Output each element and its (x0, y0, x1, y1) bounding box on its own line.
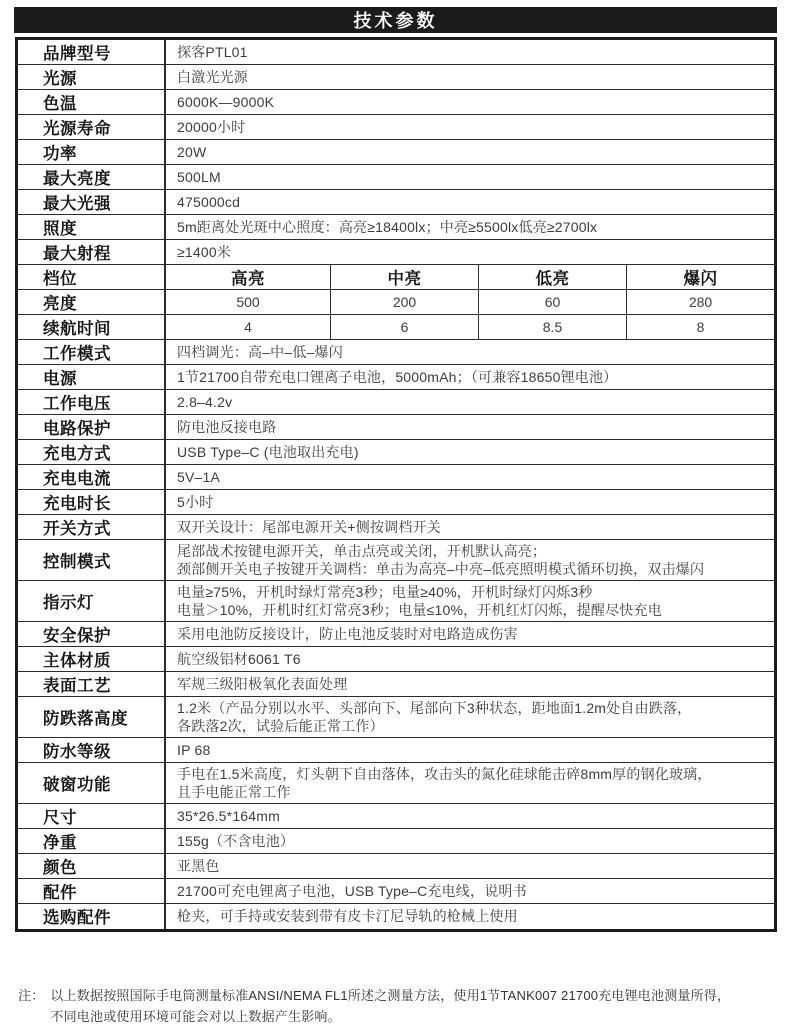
row-value: 航空级铝材6061 T6 (177, 651, 301, 667)
grid-value-cell: 6 (331, 315, 479, 339)
table-row (18, 647, 774, 672)
row-label: 开关方式 (18, 515, 166, 539)
table-row (18, 622, 774, 647)
grid-value-cell: 4 (166, 315, 331, 339)
row-value: 枪夹，可手持或安装到带有皮卡汀尼导轨的枪械上使用 (177, 908, 518, 925)
table-row (18, 465, 774, 490)
grid-value-cell: 280 (688, 294, 713, 310)
row-value-line: 电量≥75%，开机时绿灯常亮3秒；电量≥40%，开机时绿灯闪烁3秒 (177, 584, 593, 600)
row-value: 白激光光源 (177, 69, 248, 85)
row-label: 电源 (18, 365, 166, 389)
table-row (18, 581, 774, 622)
row-label: 防跌落高度 (18, 697, 166, 737)
row-label: 颜色 (18, 854, 166, 878)
row-value: 探客PTL01 (177, 44, 248, 60)
row-label: 充电时长 (18, 490, 166, 514)
row-label: 充电电流 (18, 465, 166, 489)
footnote-line: 以上数据按照国际手电筒测量标准ANSI/NEMA FL1所述之测量方法，使用1节TANK007 21700充电锂电池测量所得， (50, 988, 731, 1003)
table-row (18, 697, 774, 738)
row-value: 5V–1A (177, 469, 221, 485)
row-label: 尺寸 (18, 804, 166, 828)
row-value: 双开关设计：尾部电源开关+侧按调档开关 (177, 519, 441, 535)
row-value: 475000cd (177, 194, 241, 210)
row-value-line: 尾部战术按键电源开关，单击点亮或关闭，开机默认高亮； (177, 543, 547, 559)
row-label: 续航时间 (18, 315, 166, 339)
row-value: 20000小时 (177, 119, 246, 135)
table-row (18, 440, 774, 465)
row-label: 最大亮度 (18, 165, 166, 189)
row-value-line: 手电在1.5米高度，灯头朝下自由落体，攻击头的氮化硅球能击碎8mm厚的钢化玻璃， (177, 766, 712, 782)
footnote-prefix: 注： (18, 988, 45, 1003)
table-row (18, 65, 774, 90)
row-label: 选购配件 (18, 904, 166, 929)
table-row (18, 879, 774, 904)
row-value: 21700可充电锂离子电池，USB Type–C充电线，说明书 (177, 883, 527, 899)
row-label: 安全保护 (18, 622, 166, 646)
table-row (18, 140, 774, 165)
row-value: 35*26.5*164mm (177, 808, 280, 824)
row-label: 净重 (18, 829, 166, 853)
table-row (18, 265, 774, 290)
row-value: 亚黑色 (177, 858, 220, 874)
table-row (18, 515, 774, 540)
table-row (18, 365, 774, 390)
footnote-text (50, 986, 730, 1027)
table-row (18, 115, 774, 140)
table-row (18, 490, 774, 515)
footnote-line: 不同电池或使用环境可能会对以上数据产生影响。 (50, 1008, 341, 1024)
row-value-line: 电量＞10%，开机时红灯常亮3秒；电量≤10%，开机红灯闪烁，提醒尽快充电 (177, 602, 662, 618)
row-label: 表面工艺 (18, 672, 166, 696)
row-label: 照度 (18, 215, 166, 239)
row-value: 采用电池防反接设计，防止电池反装时对电路造成伤害 (177, 626, 518, 642)
table-row (18, 390, 774, 415)
row-value: 军规三级阳极氧化表面处理 (177, 676, 348, 692)
row-label: 亮度 (18, 290, 166, 314)
row-label: 指示灯 (18, 581, 166, 621)
grid-header-cell: 低亮 (479, 265, 627, 289)
row-value: 500LM (177, 169, 221, 185)
row-label: 色温 (18, 90, 166, 114)
row-value-line: 且手电能正常工作 (177, 784, 291, 800)
row-value-line: 颈部侧开关电子按键开关调档：单击为高亮–中亮–低亮照明模式循环切换，双击爆闪 (177, 561, 705, 577)
row-label: 工作电压 (18, 390, 166, 414)
row-label: 档位 (18, 265, 166, 289)
row-value: 2.8–4.2v (177, 394, 233, 410)
grid-value-cell: 8 (696, 319, 705, 335)
row-value: 5小时 (177, 494, 214, 510)
row-label: 充电方式 (18, 440, 166, 464)
page-title: 技术参数 (14, 7, 777, 33)
grid-value-cell: 500 (166, 290, 331, 314)
grid-value-cell: 60 (479, 290, 627, 314)
row-value: 1节21700自带充电口锂离子电池，5000mAh；（可兼容18650锂电池） (177, 369, 618, 385)
table-row (18, 90, 774, 115)
table-row (18, 540, 774, 581)
row-value: 5m距离处光斑中心照度：高亮≥18400lx；中亮≥5500lx低亮≥2700lx (177, 219, 598, 235)
row-value-line: 各跌落2次，试验后能正常工作） (177, 718, 384, 734)
table-row (18, 165, 774, 190)
row-label: 最大射程 (18, 240, 166, 264)
table-row (18, 315, 774, 340)
row-label: 主体材质 (18, 647, 166, 671)
row-label: 光源寿命 (18, 115, 166, 139)
row-value (166, 697, 774, 737)
grid-header-cell: 中亮 (331, 265, 479, 289)
table-row (18, 854, 774, 879)
table-row (18, 804, 774, 829)
spec-table (15, 37, 777, 932)
row-value (166, 763, 774, 803)
row-value: 155g（不含电池） (177, 833, 295, 849)
row-label: 光源 (18, 65, 166, 89)
table-row (18, 738, 774, 763)
row-label: 防水等级 (18, 738, 166, 762)
table-row (18, 672, 774, 697)
row-label: 工作模式 (18, 340, 166, 364)
table-row (18, 190, 774, 215)
row-value: IP 68 (177, 742, 211, 758)
row-value: ≥1400米 (177, 244, 232, 260)
grid-value-cell: 200 (331, 290, 479, 314)
table-row (18, 415, 774, 440)
table-row (18, 215, 774, 240)
grid-header-cell: 高亮 (166, 265, 331, 289)
row-label: 品牌型号 (18, 40, 166, 64)
row-value: 四档调光：高–中–低–爆闪 (177, 344, 343, 360)
table-row (18, 904, 774, 929)
table-row (18, 829, 774, 854)
row-value-line: 1.2米（产品分别以水平、头部向下、尾部向下3种状态，距地面1.2m处自由跌落， (177, 700, 692, 716)
row-label: 功率 (18, 140, 166, 164)
row-label: 电路保护 (18, 415, 166, 439)
table-row (18, 240, 774, 265)
row-label: 破窗功能 (18, 763, 166, 803)
row-label: 控制模式 (18, 540, 166, 580)
row-value: 6000K—9000K (177, 94, 275, 110)
grid-header-cell: 爆闪 (683, 270, 718, 288)
table-row (18, 763, 774, 804)
row-value (166, 581, 774, 621)
row-value: 防电池反接电路 (177, 419, 277, 435)
row-value (166, 540, 774, 580)
footnote (18, 986, 778, 1027)
table-row (18, 340, 774, 365)
grid-value-cell: 8.5 (479, 315, 627, 339)
row-value: 20W (177, 144, 207, 160)
table-row (18, 290, 774, 315)
row-label: 配件 (18, 879, 166, 903)
table-row (18, 40, 774, 65)
row-label: 最大光强 (18, 190, 166, 214)
row-value: USB Type–C (电池取出充电) (177, 444, 359, 460)
